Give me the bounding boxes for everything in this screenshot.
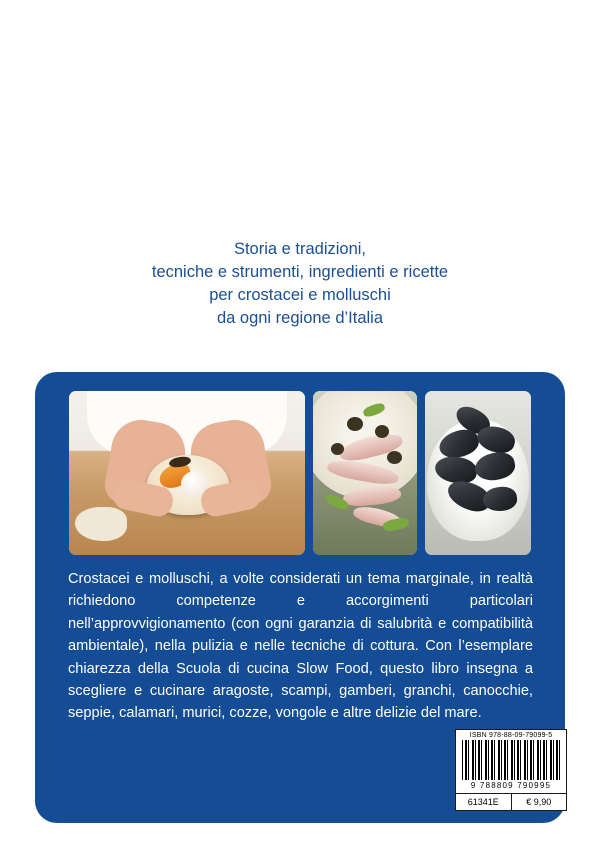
ean-digits: 9 788809 790995 [470,781,552,790]
price-value: € 9,90 [526,797,552,807]
photo-octopus-salad [313,391,417,555]
code-price-row [456,793,566,810]
photo-strip [69,391,531,555]
photo-hands-opening-scallop [69,391,305,555]
barcode-bars-icon [462,740,560,780]
tagline-line-1: Storia e tradizioni, [233,240,367,258]
tagline-line-2: tecniche e strumenti, ingredienti e ricette [151,263,449,281]
blue-content-panel [35,372,565,823]
isbn-label: ISBN 978-88-09-79099-5 [469,732,553,739]
tagline-line-3: per crostacei e molluschi [209,286,391,304]
tagline-line-4: da ogni regione d’Italia [216,309,384,327]
photo-bowl-of-mussels [425,391,531,555]
barcode-block [455,729,567,811]
back-cover-blurb: Crostacei e molluschi, a volte considerati un tema marginale, in realtà richiedono competenze e accorgimenti particolari nell’approvvigionamento (con ogni garanzia di salubrità e compatibilità ambientale), nella pulizia e nelle tecniche di cottura. Con l’esemplare chiarezza della Scuola di cucina Slow Food, questo libro insegna a scegliere e cucinare aragoste, scampi, gamberi, granchi, canocchie, seppie, calamari, murici, cozze, vongole e altre delizie del mare. [68,571,533,722]
tagline-block [0,238,600,330]
product-code: 61341E [456,794,512,810]
